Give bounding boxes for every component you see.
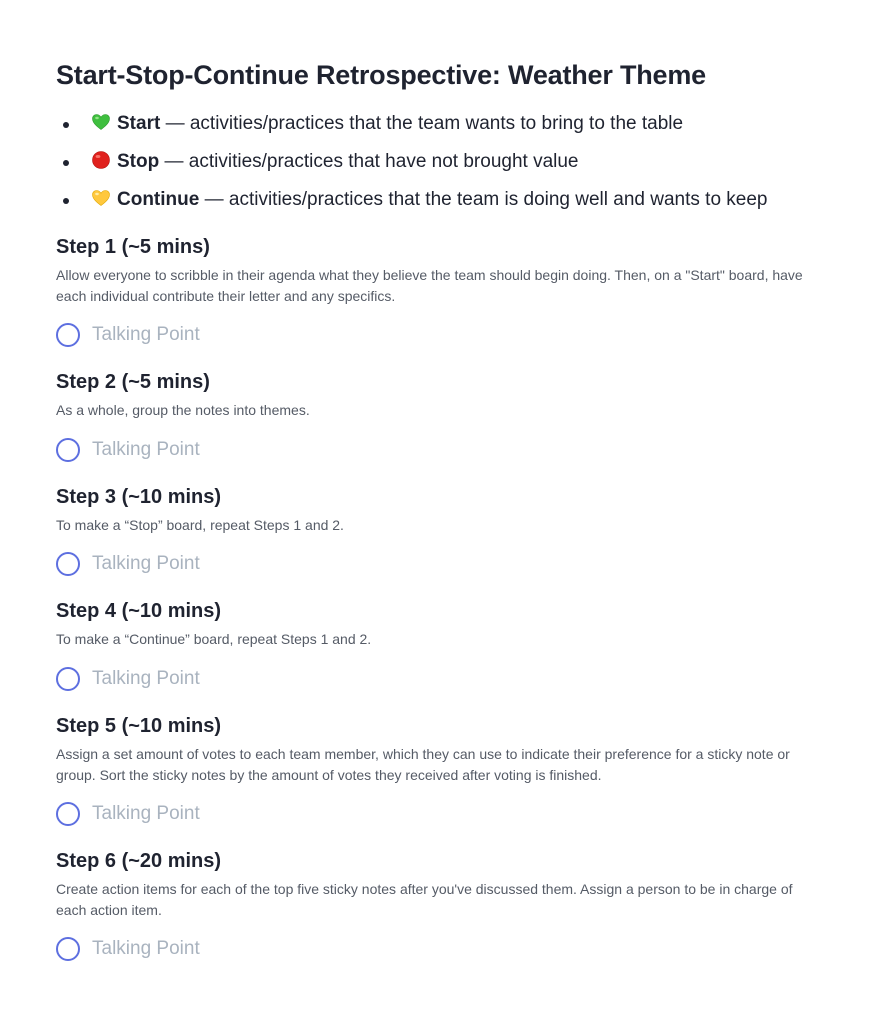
talking-point-3[interactable] — [56, 551, 200, 577]
legend-description: — activities/practices that the team wants to bring to the table — [160, 113, 684, 134]
step-heading: Step 1 (~5 mins) — [56, 236, 210, 258]
step-4 — [56, 598, 826, 650]
checkbox-circle-icon[interactable] — [56, 802, 80, 826]
checkbox-circle-icon[interactable] — [56, 552, 80, 576]
talking-point-2[interactable] — [56, 437, 200, 463]
legend-list — [56, 110, 846, 224]
legend-description: — activities/practices that the team is doing well and wants to keep — [199, 189, 768, 210]
yellow-heart-icon — [91, 188, 111, 208]
step-5 — [56, 713, 826, 786]
page-title: Start-Stop-Continue Retrospective: Weather Theme — [56, 60, 706, 90]
step-heading: Step 4 (~10 mins) — [56, 600, 222, 622]
talking-point-placeholder[interactable]: Talking Point — [92, 553, 200, 574]
talking-point-4[interactable] — [56, 666, 200, 692]
step-6 — [56, 848, 826, 921]
step-description: To make a “Stop” board, repeat Steps 1 and 2. — [56, 517, 344, 533]
step-description: As a whole, group the notes into themes. — [56, 402, 310, 418]
step-heading: Step 6 (~20 mins) — [56, 850, 222, 872]
step-1 — [56, 234, 826, 307]
talking-point-5[interactable] — [56, 801, 200, 827]
talking-point-6[interactable] — [56, 936, 200, 962]
step-description: To make a “Continue” board, repeat Steps 1 and 2. — [56, 631, 372, 647]
legend-item-continue — [56, 186, 846, 224]
talking-point-placeholder[interactable]: Talking Point — [92, 439, 200, 460]
checkbox-circle-icon[interactable] — [56, 323, 80, 347]
talking-point-placeholder[interactable]: Talking Point — [92, 668, 200, 689]
step-heading: Step 2 (~5 mins) — [56, 371, 210, 393]
step-heading: Step 5 (~10 mins) — [56, 715, 222, 737]
checkbox-circle-icon[interactable] — [56, 438, 80, 462]
legend-label: Continue — [117, 189, 200, 210]
step-description: Create action items for each of the top five sticky notes after you've discussed them. Assign a person to be in charge of each action item. — [56, 881, 793, 918]
red-circle-icon — [91, 150, 111, 170]
legend-description: — activities/practices that have not brought value — [159, 151, 579, 172]
checkbox-circle-icon[interactable] — [56, 937, 80, 961]
step-heading: Step 3 (~10 mins) — [56, 486, 222, 508]
checkbox-circle-icon[interactable] — [56, 667, 80, 691]
talking-point-1[interactable] — [56, 322, 200, 348]
step-description: Assign a set amount of votes to each team member, which they can use to indicate their preference for a sticky note or group. Sort the sticky notes by the amount of votes they received after voting is finished. — [56, 746, 790, 783]
green-heart-icon — [91, 112, 111, 132]
talking-point-placeholder[interactable]: Talking Point — [92, 324, 200, 345]
legend-label: Stop — [117, 151, 160, 172]
legend-item-start — [56, 110, 846, 148]
legend-label: Start — [117, 113, 161, 134]
step-3 — [56, 484, 826, 536]
talking-point-placeholder[interactable]: Talking Point — [92, 938, 200, 959]
step-2 — [56, 369, 826, 421]
legend-item-stop — [56, 148, 846, 186]
step-description: Allow everyone to scribble in their agenda what they believe the team should begin doing. Then, on a "Start" board, have each individual contribute their letter and any specifics. — [56, 267, 803, 304]
talking-point-placeholder[interactable]: Talking Point — [92, 803, 200, 824]
